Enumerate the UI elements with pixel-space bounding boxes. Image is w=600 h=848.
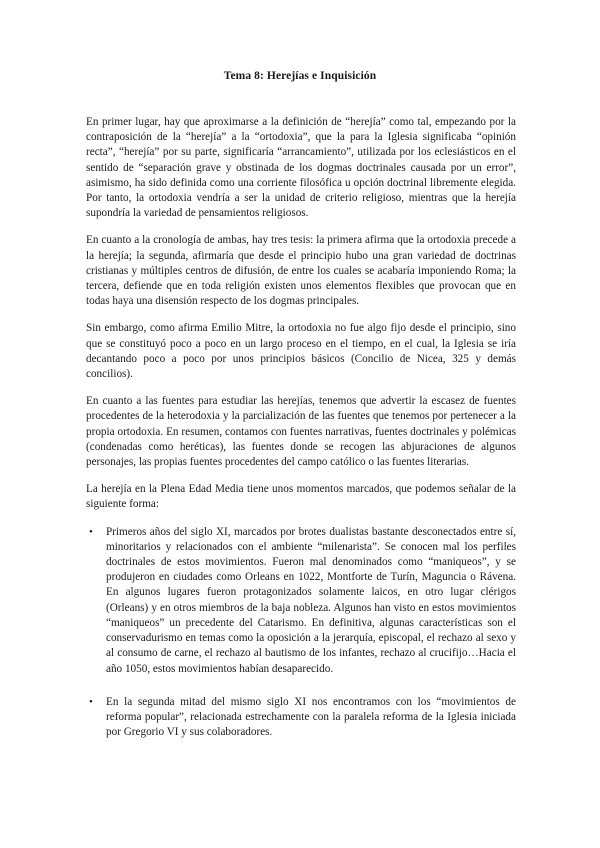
list-item-text: Primeros años del siglo XI, marcados por brotes dualistas bastante desconectados entre sí, minoritarios y relacionados con el ambiente “milenarista”. Se conocen mal los perfiles doctrinales de estos movimientos. Fueron mal denominados como “maniqueos”, y se produjeron en ciudades como Orleans en 1022, Montforte de Turín, Maguncia o Rávena. En algunos lugares fueron protagonizados solamente laicos, en otro lugar clérigos (Orleans) y en otros miembros de la baja nobleza. Algunos han visto en estos movimientos “maniqueos” un precedente del Catarismo. En definitiva, algunas características son el conservadurismo en temas como la oposición a la jerarquía, episcopal, el rechazo al sexo y al consumo de carne, el rechazo al bautismo de los infantes, rechazo al crucifijo…Hacia el año 1050, estos movimientos habían desaparecido.	[106, 525, 516, 675]
bullet-list	[86, 525, 516, 741]
paragraph-chronology: En cuanto a la cronología de ambas, hay tres tesis: la primera afirma que la ortodoxia precede a la herejía; la segunda, afirmaría que desde el principio hubo una gran variedad de doctrinas cristianas y múltiples centros de difusión, de entre los cuales se acabaría imponiendo Roma; la tercera, defiende que en toda religión existen unos elementos flexibles que provocan que en todas haya una disensión respecto de los dogmas principales.	[86, 234, 516, 308]
document-body	[86, 115, 516, 758]
paragraph-intro-moments: La herejía en la Plena Edad Media tiene unos momentos marcados, que podemos señalar de la siguiente forma:	[86, 483, 516, 511]
bullet-icon: •	[89, 525, 93, 538]
list-item	[86, 695, 516, 741]
list-item-text: En la segunda mitad del mismo siglo XI nos encontramos con los “movimientos de reforma popular”, relacionada estrechamente con la paralela reforma de la Iglesia iniciada por Gregorio VI y sus colaboradores.	[106, 695, 516, 739]
page-title: Tema 8: Herejías e Inquisición	[223, 70, 377, 82]
paragraph-sources: En cuanto a las fuentes para estudiar las herejías, tenemos que advertir la escasez de fuentes procedentes de la heterodoxia y la parcialización de las fuentes que tenemos por pertenecer a la propia ortodoxia. En resumen, contamos con fuentes narrativas, fuentes doctrinales y polémicas (condenadas como heréticas), las fuentes donde se recogen las abjuraciones de algunos personajes, las propias fuentes procedentes del campo católico o las fuentes literarias.	[86, 395, 516, 469]
bullet-icon: •	[89, 695, 93, 708]
list-item	[86, 525, 516, 677]
paragraph-definition: En primer lugar, hay que aproximarse a la definición de “herejía” como tal, empezando por la contraposición de la “herejía” a la “ortodoxia”, que la para la Iglesia significaba “opinión recta”, “herejía” por su parte, significaría “arrancamiento”, utilizada por los eclesiásticos en el sentido de “separación grave y obstinada de los dogmas doctrinales causada por un error”, asimismo, ha sido definida como una corriente filosófica u opción doctrinal libremente elegida. Por tanto, la ortodoxia vendría a ser la unidad de criterio religioso, mientras que la herejía supondría la variedad de pensamientos religiosos.	[86, 116, 516, 220]
paragraph-orthodoxy-process: Sin embargo, como afirma Emilio Mitre, la ortodoxia no fue algo fijo desde el principio, sino que se constituyó poco a poco en un largo proceso en el tiempo, en el cual, la Iglesia se iría decantando poco a poco por unos principios básicos (Concilio de Nicea, 325 y demás concilios).	[86, 322, 516, 381]
